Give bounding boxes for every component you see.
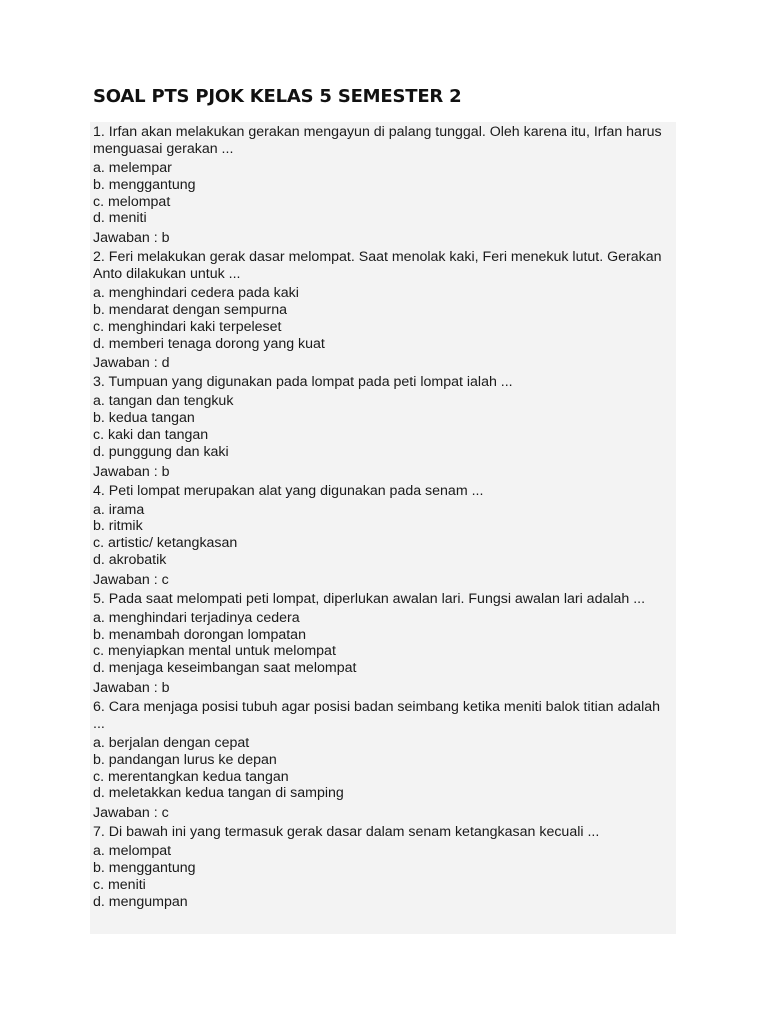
- option-a: a. berjalan dengan cepat: [93, 734, 250, 751]
- answer-text: Jawaban : b: [93, 679, 170, 696]
- question-block: [90, 483, 676, 589]
- option-a: a. menghindari cedera pada kaki: [93, 285, 299, 302]
- question-block: [90, 249, 676, 372]
- question-text: 7. Di bawah ini yang termasuk gerak dasar dalam senam ketangkasan kecuali ...: [93, 824, 600, 841]
- option-b: b. menggantung: [93, 859, 196, 876]
- document-title: SOAL PTS PJOK KELAS 5 SEMESTER 2: [93, 86, 462, 107]
- answer-text: Jawaban : c: [93, 571, 169, 588]
- option-list: [90, 285, 676, 352]
- question-text: 6. Cara menjaga posisi tubuh agar posisi badan seimbang ketika meniti balok titian adalah ...: [93, 698, 661, 732]
- question-text: 4. Peti lompat merupakan alat yang digunakan pada senam ...: [93, 482, 484, 499]
- option-b: b. menggantung: [93, 176, 196, 193]
- question-text: 2. Feri melakukan gerak dasar melompat. Saat menolak kaki, Feri menekuk lutut. Gerakan Anto dilakukan untuk ...: [93, 249, 662, 283]
- option-d: d. meniti: [93, 210, 147, 227]
- option-c: c. melompat: [93, 193, 171, 210]
- option-a: a. irama: [93, 501, 145, 518]
- option-b: b. ritmik: [93, 518, 143, 535]
- option-list: [90, 393, 676, 460]
- option-a: a. melompat: [93, 843, 172, 860]
- option-c: c. meniti: [93, 876, 146, 893]
- option-d: d. mengumpan: [93, 893, 188, 910]
- option-b: b. menambah dorongan lompatan: [93, 626, 306, 643]
- answer-text: Jawaban : b: [93, 230, 170, 247]
- question-block: [90, 374, 676, 480]
- option-d: d. menjaga keseimbangan saat melompat: [93, 660, 357, 677]
- option-c: c. merentangkan kedua tangan: [93, 768, 289, 785]
- option-d: d. akrobatik: [93, 551, 167, 568]
- option-list: [90, 735, 676, 802]
- option-list: [90, 610, 676, 677]
- option-a: a. melempar: [93, 160, 172, 176]
- option-b: b. mendarat dengan sempurna: [93, 301, 288, 318]
- option-c: c. menghindari kaki terpeleset: [93, 318, 282, 335]
- option-c: c. kaki dan tangan: [93, 426, 209, 443]
- option-list: [90, 843, 676, 910]
- question-text: 5. Pada saat melompati peti lompat, diperlukan awalan lari. Fungsi awalan lari adalah ...: [93, 590, 646, 607]
- option-list: [90, 502, 676, 569]
- option-b: b. pandangan lurus ke depan: [93, 751, 277, 768]
- question-text: 1. Irfan akan melakukan gerakan mengayun di palang tunggal. Oleh karena itu, Irfan harus menguasai gerakan ...: [93, 124, 662, 157]
- option-b: b. kedua tangan: [93, 410, 195, 427]
- question-block: [90, 699, 676, 822]
- question-block: [90, 591, 676, 697]
- question-block: [90, 124, 676, 247]
- option-c: c. artistic/ ketangkasan: [93, 535, 238, 552]
- answer-text: Jawaban : c: [93, 805, 169, 822]
- option-c: c. menyiapkan mental untuk melompat: [93, 643, 336, 660]
- question-text: 3. Tumpuan yang digunakan pada lompat pada peti lompat ialah ...: [93, 374, 513, 391]
- option-a: a. tangan dan tengkuk: [93, 393, 234, 410]
- option-d: d. meletakkan kedua tangan di samping: [93, 785, 344, 802]
- option-d: d. memberi tenaga dorong yang kuat: [93, 335, 325, 352]
- answer-text: Jawaban : d: [93, 355, 170, 372]
- option-a: a. menghindari terjadinya cedera: [93, 609, 300, 626]
- option-d: d. punggung dan kaki: [93, 443, 229, 460]
- question-list: [90, 122, 676, 934]
- option-list: [90, 160, 676, 227]
- answer-text: Jawaban : b: [93, 463, 170, 480]
- question-block: [90, 824, 676, 910]
